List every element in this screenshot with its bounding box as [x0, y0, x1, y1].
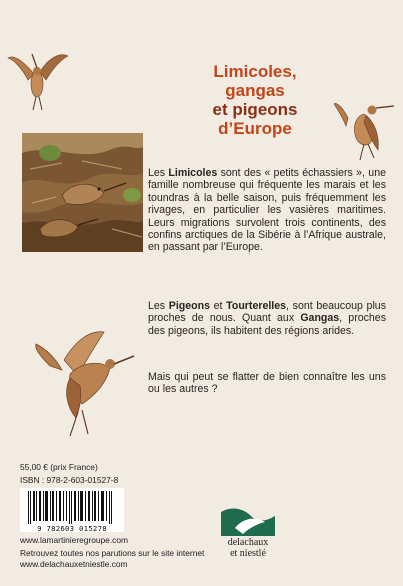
- barcode: [20, 488, 124, 532]
- title-line-2: gangas: [225, 81, 285, 100]
- flying-wader-illustration: [6, 44, 70, 112]
- description-paragraph-pigeons: [148, 300, 386, 337]
- title-line-4: d’Europe: [218, 119, 292, 138]
- woodcock-painting: [22, 133, 143, 252]
- book-title: [160, 62, 350, 138]
- p2-bold-gangas: Gangas: [300, 312, 340, 325]
- p2-mid1: et: [209, 300, 227, 312]
- title-line-3: et pigeons: [212, 100, 298, 119]
- p2-before: Les: [148, 300, 169, 312]
- title-line-1: Limicoles,: [213, 62, 297, 81]
- p2-bold-pigeons: Pigeons: [168, 300, 210, 312]
- p1-before: Les: [148, 167, 169, 179]
- publisher-line-1: delachaux: [227, 537, 269, 548]
- p2-rest: , proches des pigeons, ils habitent des régions arides.: [148, 312, 386, 337]
- p1-bold-limicoles: Limicoles: [168, 167, 218, 179]
- description-paragraph-limicoles: [148, 167, 386, 254]
- publisher-line-2: et niestlé: [230, 548, 266, 559]
- price-label: 55,00 € (prix France): [20, 462, 98, 472]
- p2-bold-tourterelles: Tourterelles: [226, 300, 287, 312]
- description-paragraph-question: Mais qui peut se flatter de bien connaître les uns ou les autres ?: [148, 371, 386, 396]
- isbn-label: ISBN : 978-2-603-01527-8: [20, 475, 119, 485]
- publisher-name: [216, 537, 280, 559]
- barcode-digits: 9 782603 015278: [37, 524, 107, 533]
- barcode-bars-icon: [22, 491, 122, 524]
- p2-mid2: , sont beaucoup plus proches de nous. Quant aux: [148, 300, 386, 325]
- promo-text: Retrouvez toutes nos parutions sur le site internet www.delachauxetniestle.com: [20, 548, 205, 569]
- large-wader-illustration: [30, 326, 138, 438]
- website-link[interactable]: www.lamartinieregroupe.com: [20, 535, 128, 545]
- publisher-logo-icon: [221, 506, 275, 536]
- p1-rest: sont des « petits échassiers », une famille nombreuse qui fréquente les marais et les toundras à la belle saison, puis fréquemment les rivages, en particulier les vasières maritimes. Leurs migrations survolent trois continents, des confins arctiques de la Sibérie à l’Afrique australe, en passant par l’Europe.: [148, 167, 386, 254]
